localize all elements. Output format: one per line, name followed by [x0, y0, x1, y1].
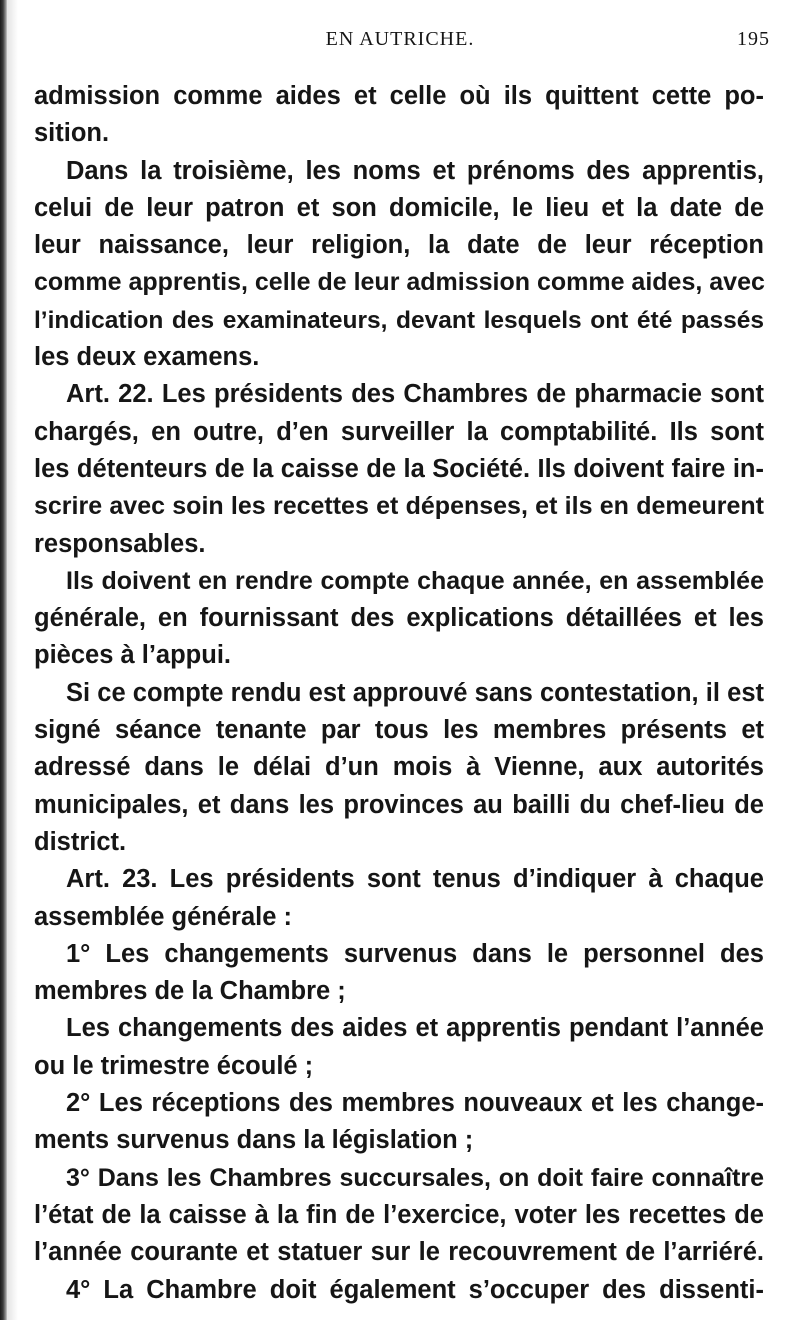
text-line: signé séance tenante par tous les membres présents et [34, 716, 764, 745]
page-number: 195 [737, 28, 770, 50]
text-line: ments survenus dans la législation ; [34, 1126, 474, 1155]
text-line: district. [34, 827, 127, 856]
text-line: sition. [34, 119, 110, 148]
text-line: 1° Les changements survenus dans le personnel des [66, 939, 764, 968]
text-line: chargés, en outre, d’en surveiller la comptabilité. Ils sont [34, 417, 764, 446]
text-line: ou le trimestre écoulé ; [34, 1051, 314, 1080]
running-title: EN AUTRICHE. [325, 28, 475, 50]
text-line: admission comme aides et celle où ils quittent cette po- [34, 82, 764, 110]
text-line: l’indication des examinateurs, devant lesquels ont été passés [34, 306, 764, 334]
text-line: 3° Dans les Chambres succursales, on doit faire connaître [66, 1163, 764, 1192]
text-line: responsables. [34, 529, 206, 558]
text-line: municipales, et dans les provinces au bailli du chef-lieu de [34, 790, 764, 819]
text-line: comme apprentis, celle de leur admission comme aides, avec [34, 268, 765, 297]
text-line: Art. 23. Les présidents sont tenus d’indiquer à chaque [66, 865, 764, 894]
text-line: l’état de la caisse à la fin de l’exercice, voter les recettes de [34, 1200, 764, 1229]
text-line: Dans la troisième, les noms et prénoms des apprentis, [66, 156, 764, 185]
text-line: pièces à l’appui. [34, 641, 231, 670]
text-line: scrire avec soin les recettes et dépenses, et ils en demeurent [34, 492, 764, 521]
text-line: celui de leur patron et son domicile, le lieu et la date de [34, 193, 764, 222]
text-line: Les changements des aides et apprentis pendant l’année [66, 1014, 764, 1043]
text-line: Si ce compte rendu est approuvé sans contestation, il est [66, 678, 764, 707]
text-line: les détenteurs de la caisse de la Société. Ils doivent faire in- [34, 454, 764, 483]
book-binding-edge [0, 0, 8, 1320]
page-header [0, 28, 800, 68]
text-line: Ils doivent en rendre compte chaque année, en assemblée [66, 566, 764, 595]
text-line: les deux examens. [34, 343, 260, 372]
page-body-text [34, 78, 764, 1309]
text-line: l’année courante et statuer sur le recouvrement de l’arriéré. [34, 1238, 764, 1267]
text-line: 4° La Chambre doit également s’occuper des dissenti- [66, 1275, 764, 1304]
text-line: Art. 22. Les présidents des Chambres de pharmacie sont [66, 380, 764, 409]
text-line: leur naissance, leur religion, la date de leur réception [34, 231, 764, 260]
binding-shadow [8, 0, 18, 1320]
text-line: membres de la Chambre ; [34, 977, 346, 1006]
text-line: assemblée générale : [34, 902, 292, 931]
text-line: générale, en fournissant des explications détaillées et les [34, 604, 764, 633]
text-line: adressé dans le délai d’un mois à Vienne, aux autorités [34, 753, 764, 782]
text-line: 2° Les réceptions des membres nouveaux et les change- [66, 1089, 764, 1118]
